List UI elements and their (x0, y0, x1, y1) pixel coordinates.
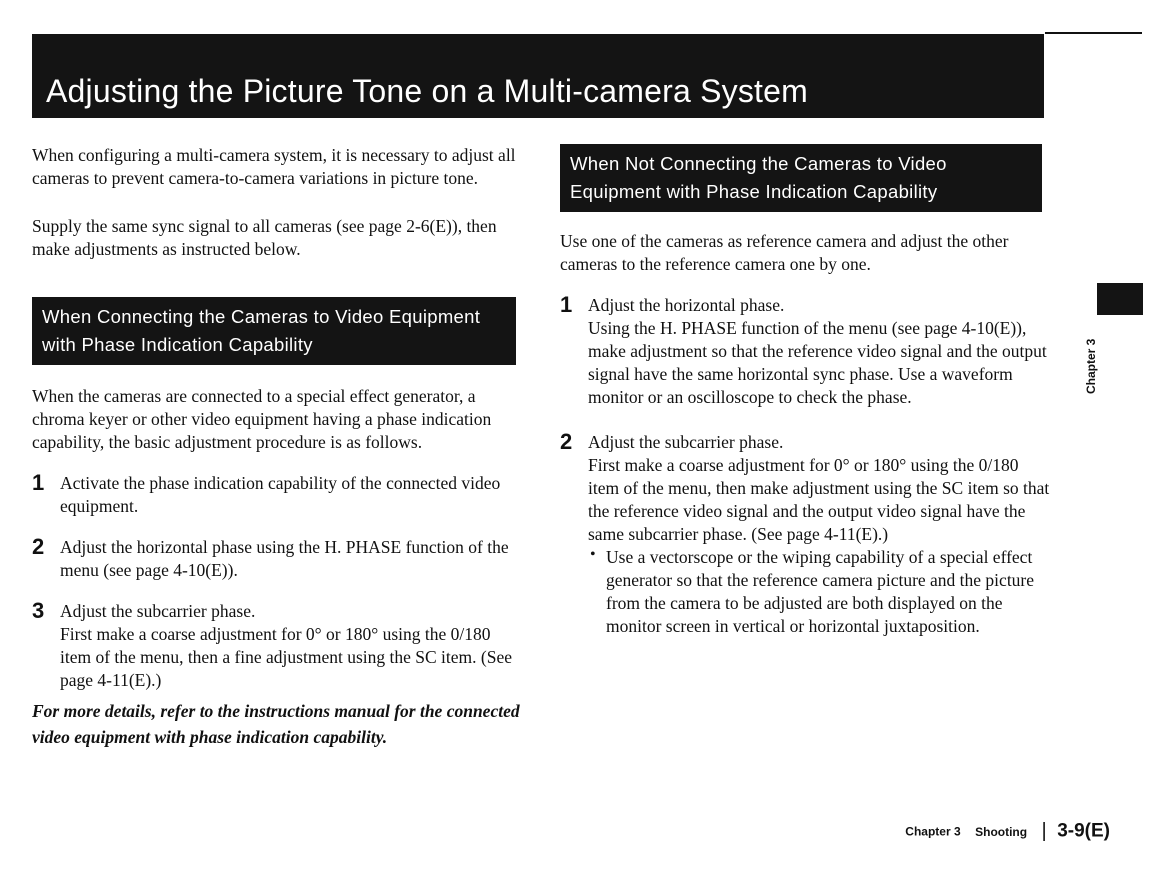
intro-paragraph-2: Supply the same sync signal to all cameras (see page 2-6(E)), then make adjustments as instructed below. (32, 216, 497, 259)
step-item (560, 294, 1050, 409)
top-rule (1045, 32, 1142, 34)
left-column (32, 144, 522, 750)
step-number: 1 (32, 470, 45, 495)
step-text: First make a coarse adjustment for 0° or 180° using the 0/180 item of the menu, then a fine adjustment using the SC item. (See page 4-11(E).) (60, 624, 512, 690)
step-number: 2 (560, 429, 573, 454)
page-title: Adjusting the Picture Tone on a Multi-camera System (46, 73, 808, 109)
step-item (32, 600, 522, 692)
page-footer (905, 820, 1110, 843)
step-text: First make a coarse adjustment for 0° or 180° using the 0/180 item of the menu, then make adjustment using the SC item so that the reference video signal and the output video signal have the same subcarrier phase. (See page 4-11(E).) (588, 455, 1050, 544)
bullet-item (588, 546, 1050, 638)
step-number: 2 (32, 534, 45, 559)
section-heading-with-phase: When Connecting the Cameras to Video Equipment with Phase Indication Capability (32, 297, 516, 365)
footer-chapter: Chapter 3 (905, 824, 961, 839)
intro-paragraph-1: When configuring a multi-camera system, it is necessary to adjust all cameras to prevent camera-to-camera variations in picture tone. (32, 145, 516, 188)
page-number: 3-9(E) (1057, 820, 1110, 842)
step-item (560, 431, 1050, 638)
chapter-tab-marker (1097, 283, 1143, 315)
step-title: Activate the phase indication capability of the connected video equipment. (60, 473, 501, 516)
bullet-icon: • (590, 546, 596, 563)
section-body-with-phase: When the cameras are connected to a special effect generator, a chroma keyer or other video equipment having a phase indication capability, the basic adjustment procedure is as follows. (32, 386, 492, 452)
footer-section: Shooting (975, 824, 1028, 839)
reference-note: For more details, refer to the instructions manual for the connected video equipment with phase indication capability. (32, 701, 520, 747)
step-item (32, 536, 522, 582)
footer-separator: | (1041, 820, 1047, 842)
chapter-side-label: Chapter 3 (1084, 338, 1098, 394)
steps-list-with-phase (32, 472, 522, 692)
step-title: Adjust the horizontal phase. (588, 295, 785, 315)
section-body-without-phase: Use one of the cameras as reference camera and adjust the other cameras to the reference camera one by one. (560, 231, 1009, 274)
steps-list-without-phase (560, 294, 1050, 638)
bullet-text: Use a vectorscope or the wiping capability of a special effect generator so that the reference camera picture and the picture from the camera to be adjusted are both displayed on the monitor screen in vertical or horizontal juxtaposition. (606, 547, 1035, 636)
step-number: 3 (32, 598, 45, 623)
step-title: Adjust the subcarrier phase. (60, 601, 256, 621)
title-bar (32, 34, 1044, 118)
section-heading-without-phase: When Not Connecting the Cameras to Video Equipment with Phase Indication Capability (560, 144, 1042, 212)
step-title: Adjust the subcarrier phase. (588, 432, 784, 452)
step-title: Adjust the horizontal phase using the H. PHASE function of the menu (see page 4-10(E)). (60, 537, 509, 580)
right-column (560, 144, 1050, 638)
step-item (32, 472, 522, 518)
step-text: Using the H. PHASE function of the menu (see page 4-10(E)), make adjustment so that the reference video signal and the output signal have the same horizontal sync phase. Use a waveform monitor or an oscilloscope to check the phase. (588, 318, 1047, 407)
step-number: 1 (560, 292, 573, 317)
